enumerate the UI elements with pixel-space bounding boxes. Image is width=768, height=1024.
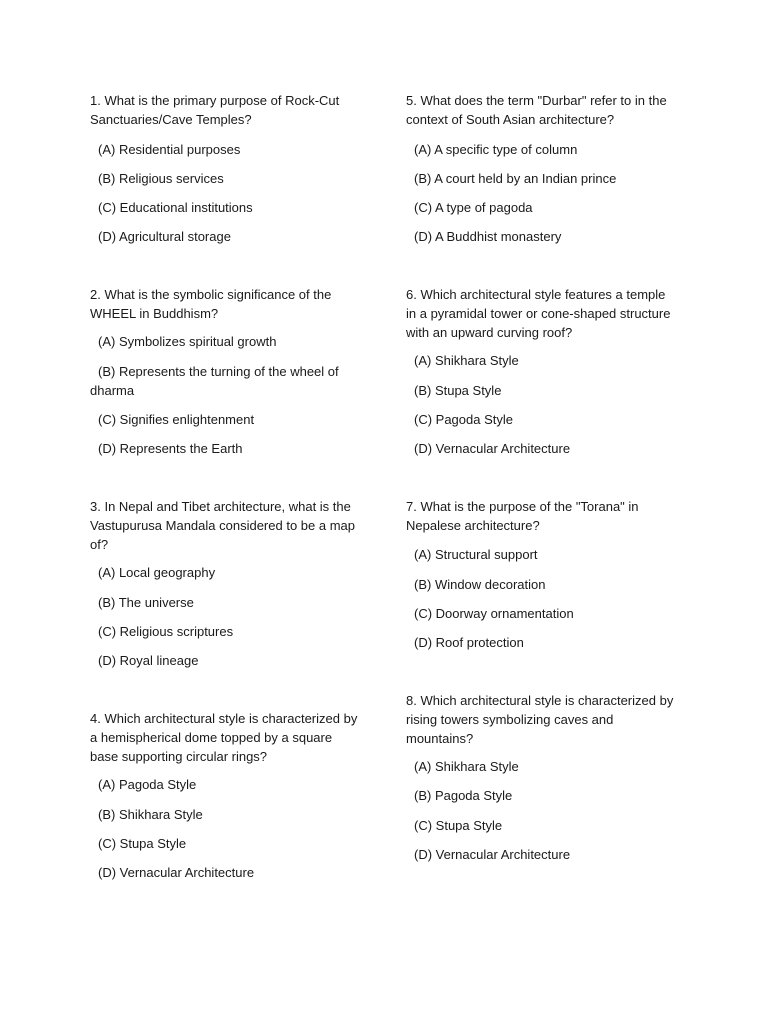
question-2-option-a[interactable]: (A) Symbolizes spiritual growth <box>98 334 277 349</box>
question-3-option-a[interactable]: (A) Local geography <box>98 565 216 580</box>
question-6-option-d[interactable]: (D) Vernacular Architecture <box>414 441 571 456</box>
question-3-option-c[interactable]: (C) Religious scriptures <box>98 624 234 639</box>
question-8 <box>406 691 678 757</box>
question-4-option-a[interactable]: (A) Pagoda Style <box>98 777 197 792</box>
question-7-text: 7. What is the purpose of the "Torana" in Nepalese architecture? <box>406 499 639 533</box>
question-2-option-b[interactable]: (B) Represents the turning of the wheel of dharma <box>90 364 339 398</box>
question-5 <box>406 91 678 138</box>
question-7-option-c[interactable]: (C) Doorway ornamentation <box>414 606 574 621</box>
question-4-option-d[interactable]: (D) Vernacular Architecture <box>98 865 255 880</box>
question-4 <box>90 709 362 775</box>
question-4-option-b[interactable]: (B) Shikhara Style <box>98 807 203 822</box>
question-7 <box>406 497 678 544</box>
question-8-text: 8. Which architectural style is characterized by rising towers symbolizing caves and mountains? <box>406 693 674 746</box>
question-8-option-c[interactable]: (C) Stupa Style <box>414 818 503 833</box>
question-4-text: 4. Which architectural style is characterized by a hemispherical dome topped by a square base supporting circular rings? <box>90 711 358 764</box>
question-5-option-c[interactable]: (C) A type of pagoda <box>414 200 533 215</box>
question-6-option-c[interactable]: (C) Pagoda Style <box>414 412 513 427</box>
question-1-option-c[interactable]: (C) Educational institutions <box>98 200 253 215</box>
question-5-option-d[interactable]: (D) A Buddhist monastery <box>414 229 562 244</box>
question-3-text: 3. In Nepal and Tibet architecture, what is the Vastupurusa Mandala considered to be a map of? <box>90 499 355 552</box>
question-3-option-b[interactable]: (B) The universe <box>98 595 194 610</box>
question-5-option-a[interactable]: (A) A specific type of column <box>414 142 578 157</box>
question-6 <box>406 285 678 351</box>
question-2-text: 2. What is the symbolic significance of the WHEEL in Buddhism? <box>90 287 332 321</box>
question-1-option-b[interactable]: (B) Religious services <box>98 171 224 186</box>
question-5-text: 5. What does the term "Durbar" refer to in the context of South Asian architecture? <box>406 93 667 127</box>
question-6-option-b[interactable]: (B) Stupa Style <box>414 383 502 398</box>
question-8-option-d[interactable]: (D) Vernacular Architecture <box>414 847 571 862</box>
question-8-option-b[interactable]: (B) Pagoda Style <box>414 788 513 803</box>
question-1-option-d[interactable]: (D) Agricultural storage <box>98 229 231 244</box>
question-3 <box>90 497 362 563</box>
question-2 <box>90 285 362 332</box>
question-4-option-c[interactable]: (C) Stupa Style <box>98 836 187 851</box>
question-2-option-c[interactable]: (C) Signifies enlightenment <box>98 412 255 427</box>
question-7-option-a[interactable]: (A) Structural support <box>414 547 538 562</box>
question-1-text: 1. What is the primary purpose of Rock-Cut Sanctuaries/Cave Temples? <box>90 93 340 127</box>
question-3-option-d[interactable]: (D) Royal lineage <box>98 653 199 668</box>
question-1-option-a[interactable]: (A) Residential purposes <box>98 142 241 157</box>
question-6-text: 6. Which architectural style features a temple in a pyramidal tower or cone-shaped structure with an upward curving roof? <box>406 287 671 340</box>
question-7-option-b[interactable]: (B) Window decoration <box>414 577 546 592</box>
question-8-option-a[interactable]: (A) Shikhara Style <box>414 759 519 774</box>
question-5-option-b[interactable]: (B) A court held by an Indian prince <box>414 171 617 186</box>
question-7-option-d[interactable]: (D) Roof protection <box>414 635 524 650</box>
question-6-option-a[interactable]: (A) Shikhara Style <box>414 353 519 368</box>
question-2-option-d[interactable]: (D) Represents the Earth <box>98 441 243 456</box>
question-1 <box>90 91 362 138</box>
